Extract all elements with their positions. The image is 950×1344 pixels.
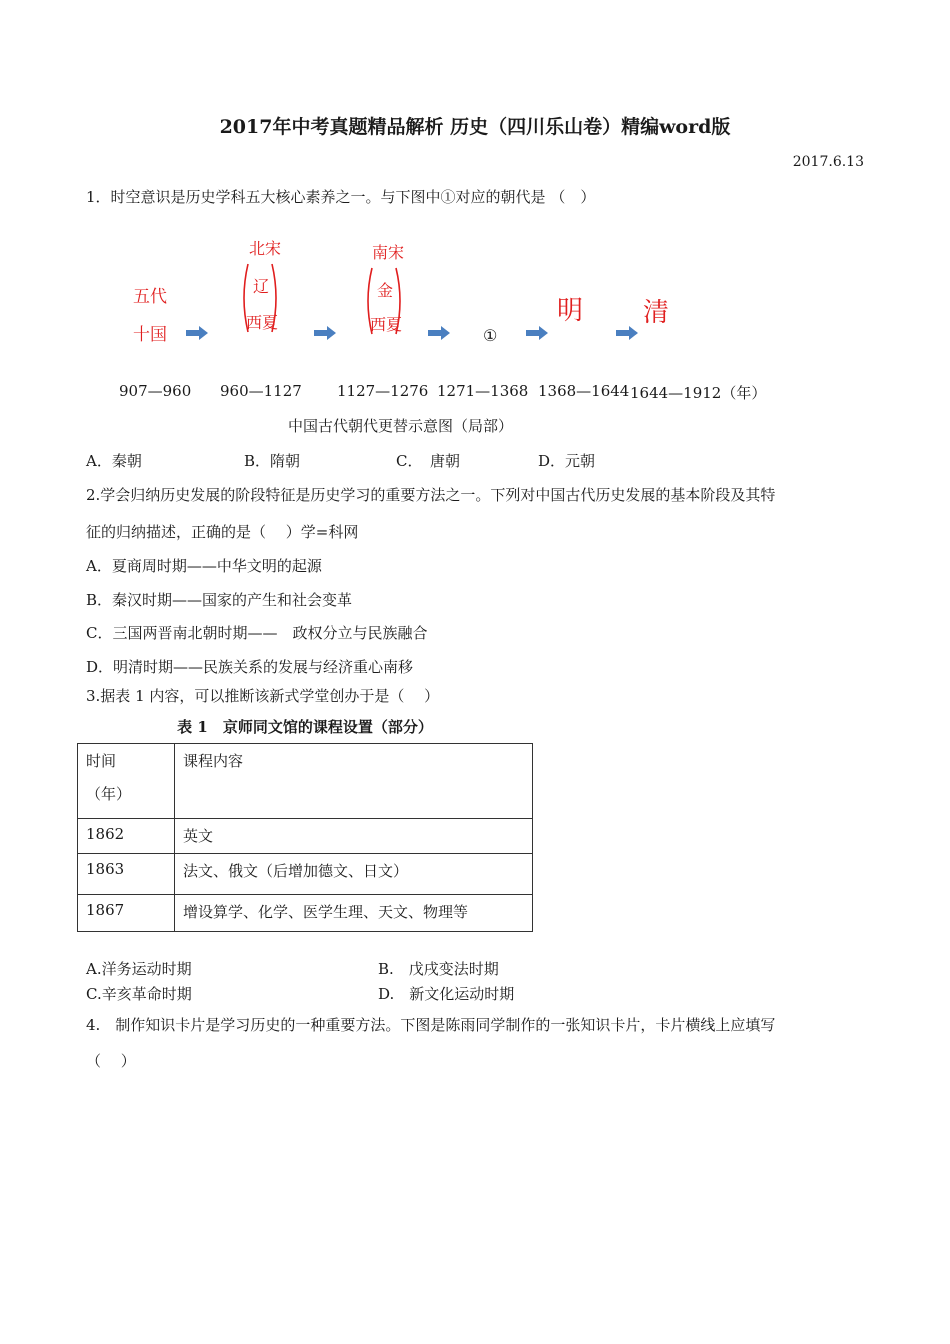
- arrow-icon: [186, 326, 208, 340]
- q2-option-a: A．夏商周时期——中华文明的起源: [86, 557, 322, 575]
- header-time-unit: （年）: [86, 785, 132, 803]
- header-time-label: 时间: [86, 752, 117, 770]
- arrow-icon: [616, 326, 638, 340]
- q3-option-a: A.洋务运动时期: [86, 960, 192, 978]
- year-cell: 1867: [78, 895, 175, 932]
- q4-stem-line1: 4. 制作知识卡片是学习历史的一种重要方法。下图是陈雨同学制作的一张知识卡片，卡片横线上应填写: [86, 1016, 776, 1034]
- table-caption: 表 1 京师同文馆的课程设置（部分）: [177, 718, 433, 736]
- q2-option-b: B．秦汉时期——国家的产生和社会变革: [86, 591, 353, 609]
- q2-stem-line2: 征的归纳描述，正确的是（ ）学=科网: [86, 523, 359, 541]
- header-content-cell: 课程内容: [175, 744, 533, 819]
- arrow-icon: [428, 326, 450, 340]
- q3-stem: 3.据表 1 内容，可以推断该新式学堂创办于是（ ）: [86, 687, 440, 705]
- table-row: [78, 854, 533, 895]
- dynasty-xixia-1: 西夏: [246, 313, 279, 332]
- q2-option-c: C．三国两晋南北朝时期—— 政权分立与民族融合: [86, 624, 428, 642]
- q3-option-d: D. 新文化运动时期: [378, 985, 515, 1003]
- timeline-tick: 1127—1276: [337, 382, 429, 400]
- q2-option-d: D．明清时期——民族关系的发展与经济重心南移: [86, 658, 414, 676]
- content-cell: 英文: [175, 819, 533, 854]
- arrow-icon: [526, 326, 548, 340]
- dynasty-ming: 明: [557, 296, 584, 326]
- diagram-caption: 中国古代朝代更替示意图（局部）: [288, 417, 514, 435]
- q4-stem-line2: （ ）: [86, 1052, 136, 1070]
- header-time-cell: [78, 744, 175, 819]
- dynasty-xixia-2: 西夏: [370, 315, 403, 334]
- course-table: [77, 743, 533, 932]
- q2-stem-line1: 2.学会归纳历史发展的阶段特征是历史学习的重要方法之一。下列对中国古代历史发展的基本阶段及其特: [86, 486, 776, 504]
- dynasty-liao: 辽: [253, 277, 270, 296]
- timeline-tick: 907—960: [119, 382, 192, 400]
- content-cell: 增设算学、化学、医学生理、天文、物理等: [175, 895, 533, 932]
- dynasty-nansong: 南宋: [372, 243, 405, 262]
- timeline-tick: 1368—1644: [538, 382, 630, 400]
- year-cell: 1863: [78, 854, 175, 895]
- dynasty-qing: 清: [643, 298, 670, 328]
- arrow-icon: [314, 326, 336, 340]
- dynasty-beisong: 北宋: [249, 239, 282, 258]
- period-wudai: 五代: [133, 287, 167, 307]
- q1-option-b: B．隋朝: [244, 452, 301, 470]
- q1-option-c: C． 唐朝: [396, 452, 460, 470]
- page-title: 2017年中考真题精品解析 历史（四川乐山卷）精编word版: [219, 116, 731, 138]
- q3-option-c: C.辛亥革命时期: [86, 985, 192, 1003]
- q1-option-d: D．元朝: [538, 452, 596, 470]
- table-header-row: [78, 744, 533, 819]
- period-blank-marker: ①: [483, 326, 498, 345]
- year-cell: 1862: [78, 819, 175, 854]
- timeline-tick: 960—1127: [220, 382, 302, 400]
- q3-option-b: B. 戊戌变法时期: [378, 960, 499, 978]
- q1-stem: 1．时空意识是历史学科五大核心素养之一。与下图中①对应的朝代是 （ ）: [86, 188, 596, 206]
- q1-option-a: A．秦朝: [86, 452, 142, 470]
- table-row: [78, 819, 533, 854]
- document-date: 2017.6.13: [792, 154, 864, 170]
- content-cell: 法文、俄文（后增加德文、日文）: [175, 854, 533, 895]
- timeline-tick: 1271—1368: [437, 382, 529, 400]
- dynasty-jin: 金: [377, 281, 394, 300]
- table-row: [78, 895, 533, 932]
- timeline-tick: 1644—1912（年）: [630, 384, 767, 402]
- period-shiguo: 十国: [133, 325, 167, 345]
